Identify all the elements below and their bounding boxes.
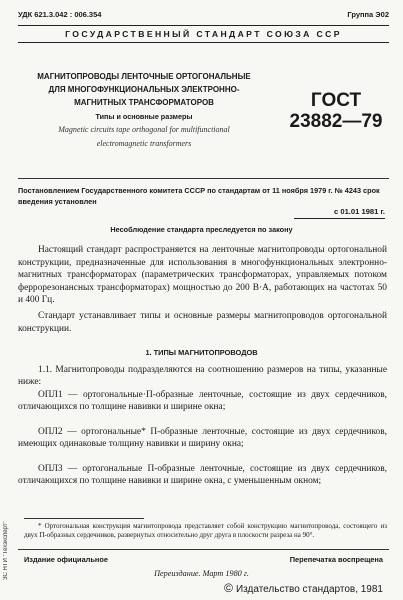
copyright-sign: © — [224, 581, 233, 595]
type-opl2: ОПЛ2 — ортогональные* П-образные ленточные, состоящие из двух сердечников, имеющих одинаковые толщину навивки и ширину окна; — [18, 427, 387, 450]
effective-date-text: с 01.01 1981 г. — [334, 207, 385, 216]
side-print: ЗС НТИ "Техэксперт" — [3, 521, 9, 580]
title-block — [18, 70, 270, 149]
penalty-notice: Несоблюдение стандарта преследуется по закону — [110, 225, 293, 234]
title-line-1: МАГНИТОПРОВОДЫ ЛЕНТОЧНЫЕ ОРТОГОНАЛЬНЫЕ — [37, 72, 251, 81]
intro-paragraph-1: Настоящий стандарт распространяется на ленточные магнитопроводы ортогональной конструкции, предназначенные для использования в многофункциональных электронно-магнитных трансформаторах (параметрических трансформаторах, управляемых потоком феррорезонансных трансформаторах) мощностью до 200 В·А, работающих на частотах 50 и 400 Гц. — [18, 245, 387, 306]
reissue-note: Переиздание. Март 1980 г. — [154, 569, 249, 578]
standard-banner: ГОСУДАРСТВЕННЫЙ СТАНДАРТ СОЮЗА ССР — [18, 25, 389, 43]
gost-number-block — [282, 90, 390, 132]
udk-code: УДК 621.3.042 : 006.354 — [18, 10, 102, 19]
group-code: Группа Э02 — [347, 10, 389, 19]
reprint-notice: Перепечатка воспрещена — [289, 555, 383, 564]
gost-number: 23882—79 — [289, 111, 383, 132]
title-english-2: electromagnetic transformers — [96, 139, 192, 148]
type-opl1: ОПЛ1 — ортогональные·П-образные ленточные, состоящие из двух сердечников, отличающихся по толщине навивки и ширине окна; — [18, 390, 387, 413]
decree-text: Постановлением Государственного комитета СССР по стандартам от 11 ноября 1979 г. № 4243 срок введения установлен — [18, 186, 380, 206]
divider-top — [18, 178, 389, 179]
type-opl3: ОПЛ3 — ортогональные П-образные ленточные, состоящие из двух сердечников, отличающихся по толщине навивки и ширине окна, с уменьшенным окном; — [18, 464, 387, 487]
section-heading: 1. ТИПЫ МАГНИТОПРОВОДОВ — [145, 348, 258, 357]
effective-underline — [294, 218, 385, 219]
footnote: * Ортогональная конструкция магнитопровода представляет собой конструкцию магнитопровода, состоящего из двух П-образных сердечников, развернутых относительно друг друга в плоскости разреза на 90°. — [24, 522, 387, 539]
gost-label: ГОСТ — [310, 90, 362, 111]
title-line-3: МАГНИТНЫХ ТРАНСФОРМАТОРОВ — [74, 98, 214, 107]
copyright-text: Издательство стандартов, 1981 — [235, 584, 383, 595]
title-english-1: Magnetic circuits tape orthogonal for multifunctional — [58, 125, 230, 134]
intro-paragraph-2: Стандарт устанавливает типы и основные размеры магнитопроводов ортогональной конструкции. — [18, 311, 387, 334]
divider-bottom — [18, 549, 389, 550]
title-subtitle: Типы и основные размеры — [95, 112, 193, 121]
effective-date — [334, 207, 385, 216]
copyright — [224, 581, 383, 595]
title-line-2: ДЛЯ МНОГОФУНКЦИОНАЛЬНЫХ ЭЛЕКТРОННО- — [48, 85, 240, 94]
footnote-rule — [24, 518, 144, 519]
official-edition: Издание официальное — [24, 555, 109, 564]
clause-1-1: 1.1. Магнитопроводы подразделяются на соотношению размеров на типы, указанные ниже: — [18, 365, 387, 388]
